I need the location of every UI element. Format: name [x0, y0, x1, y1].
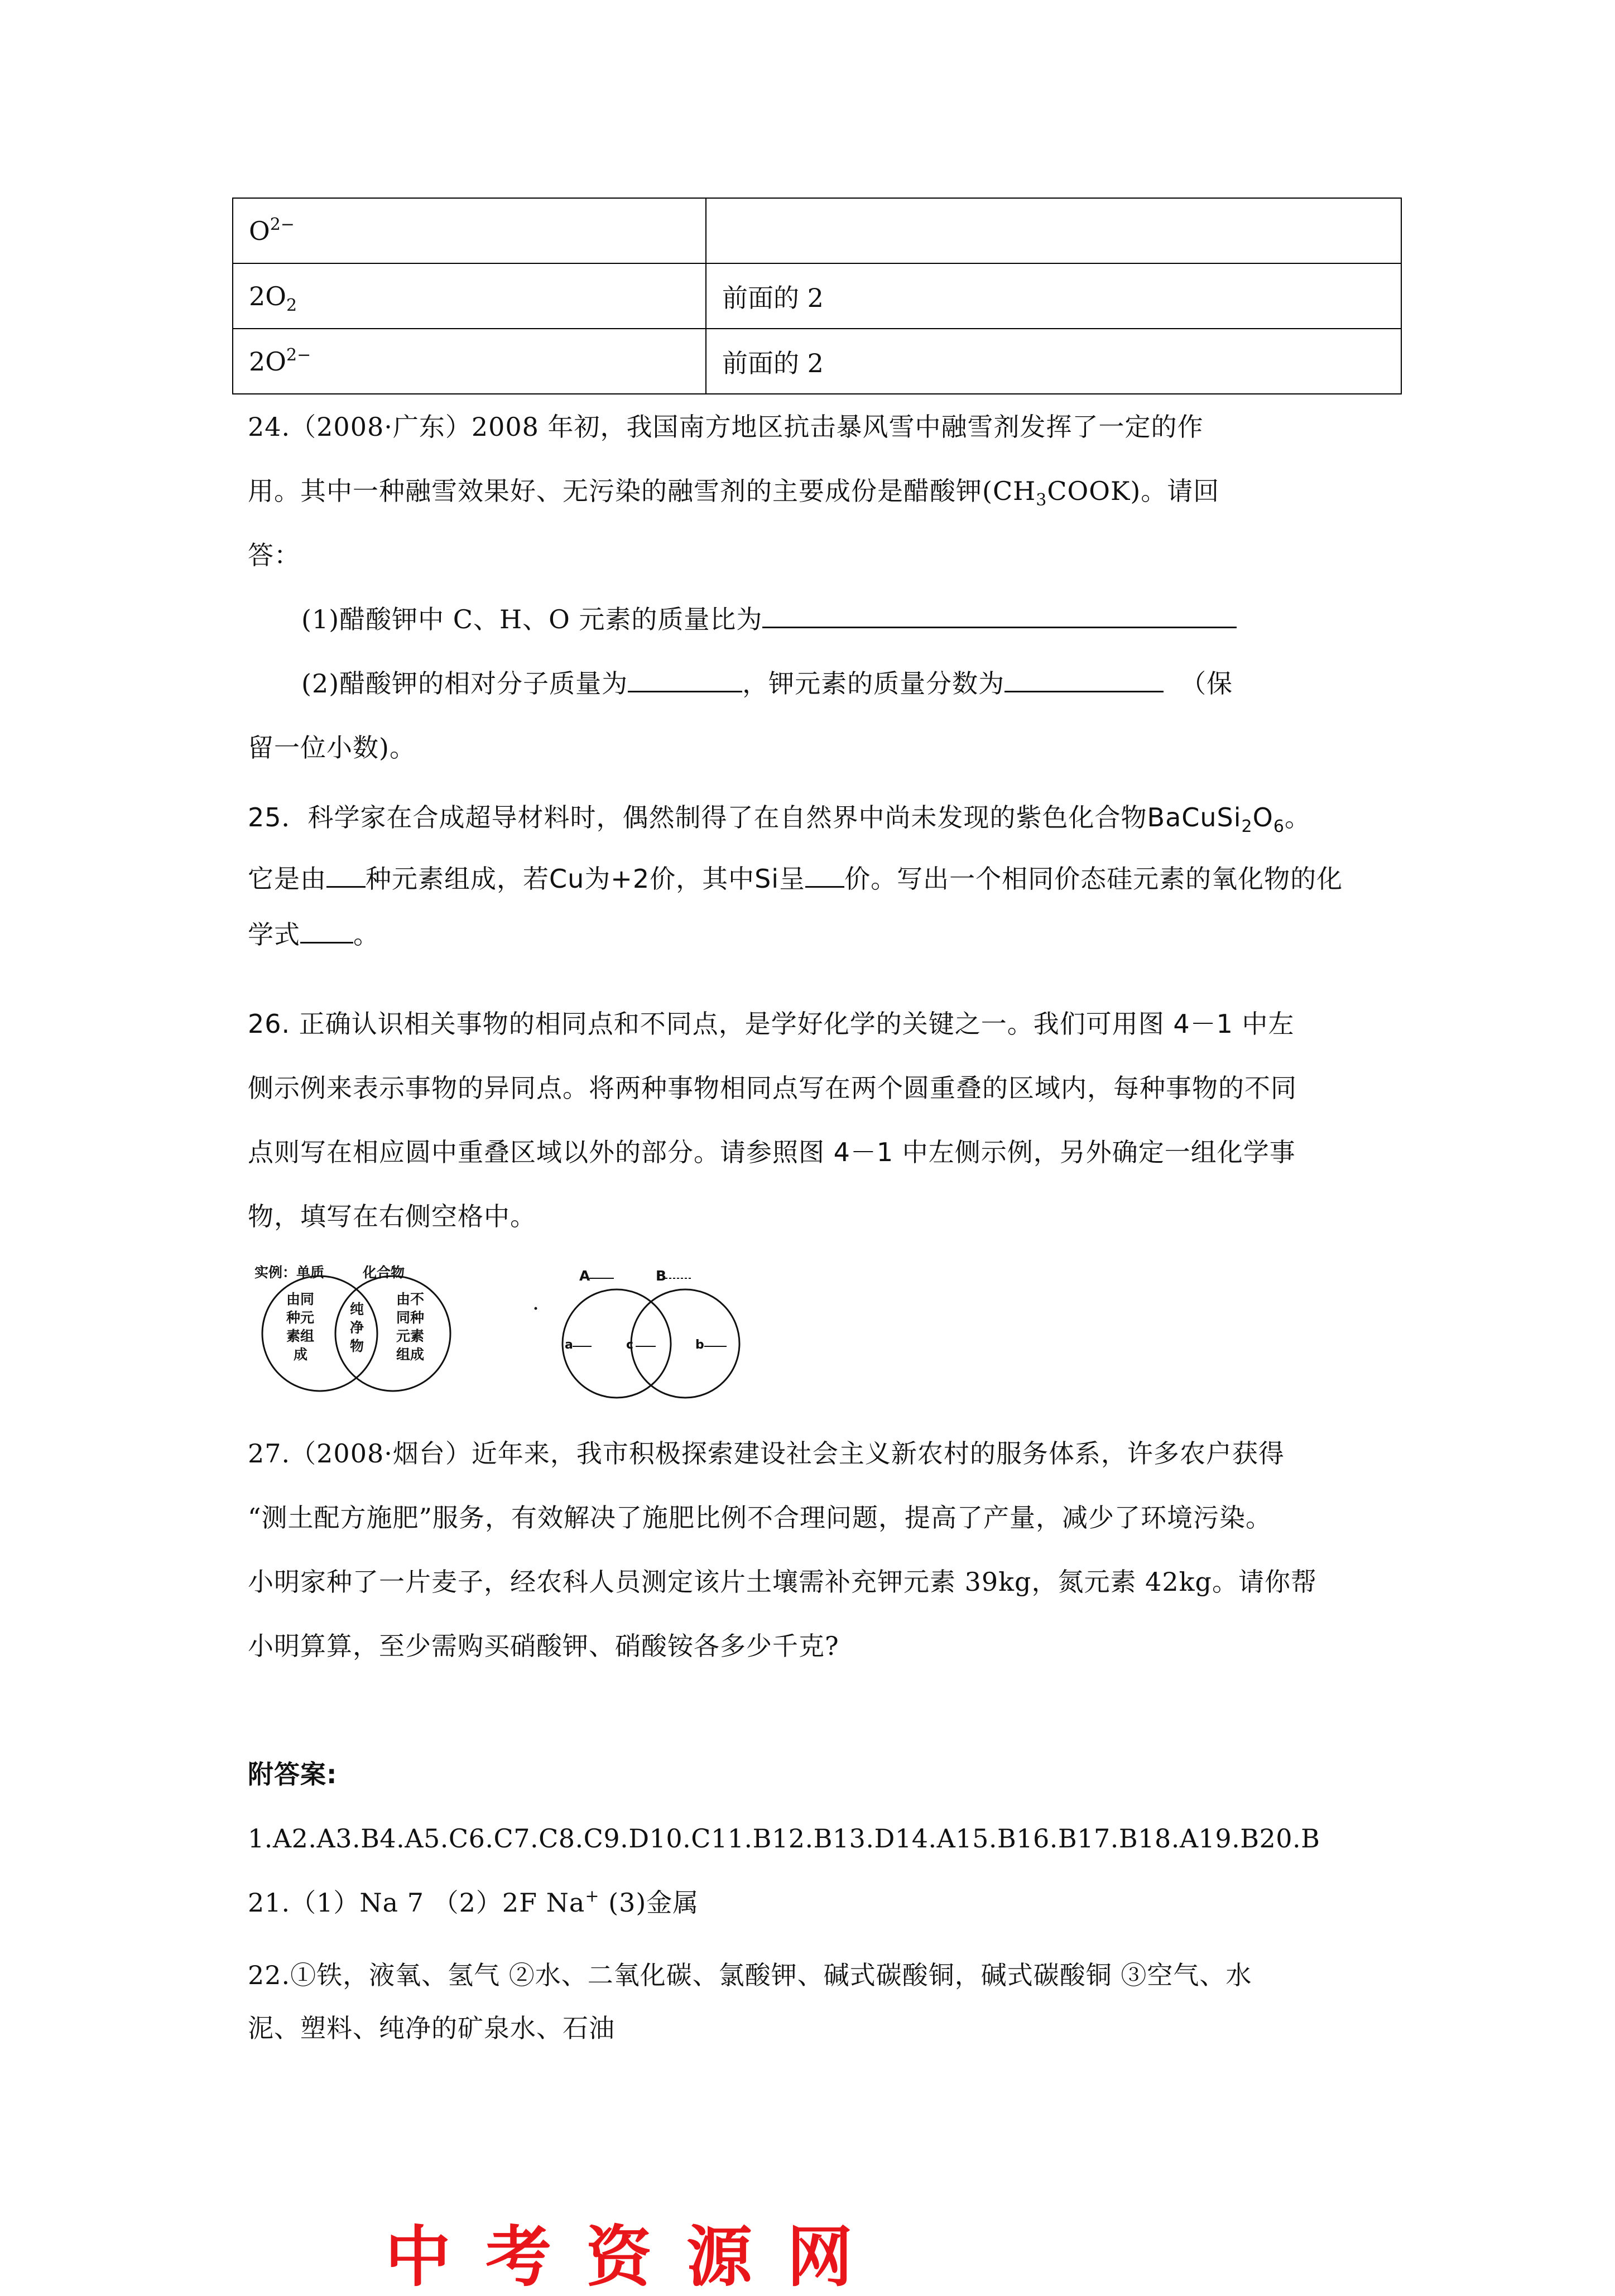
table-cell: $2O_2$	[233, 263, 706, 329]
q24-line2: 用。其中一种融雪效果好、无污染的融雪剂的主要成份是醋酸钾$(CH_3COOK)$。请回	[248, 476, 1220, 510]
venn-blank-right: b	[695, 1338, 704, 1352]
venn-left-text: 成	[294, 1346, 308, 1363]
q27-line4: 小明算算，至少需购买硝酸钾、硝酸铵各多少千克?	[248, 1631, 839, 1661]
table-cell: 前面的 2	[706, 263, 1401, 329]
answers-22-line2: 泥、塑料、纯净的矿泉水、石油	[248, 2013, 615, 2043]
q24-sub2-line2: 留一位小数)。	[248, 733, 416, 763]
answer-blank[interactable]	[628, 668, 742, 692]
q25-line1: 25．科学家在合成超导材料时，偶然制得了在自然界中尚未发现的紫色化合物$BaCuSi_2O_6$。	[248, 802, 1311, 836]
q24-sub2: (2)醋酸钾的相对分子质量为 ，钾元素的质量分数为 （保	[301, 668, 1233, 699]
answers-1-20: 1.A2.A3.B4.A5.C6.C7.C8.C9.D10.C11.B12.B13.D14.A15.B16.B17.B18.A19.B20.B	[248, 1823, 1320, 1854]
table-cell: 前面的 2	[706, 329, 1401, 394]
venn-left-text: 由同	[286, 1291, 315, 1307]
q24-line1: 24.（2008·广东）2008 年初，我国南方地区抗击暴风雪中融雪剂发挥了一定的作	[248, 412, 1204, 442]
venn-blank-label-a: A	[579, 1268, 590, 1284]
answers-21: 21.（1）Na 7 （2）2F Na+ (3)金属	[248, 1886, 699, 1918]
q25-line3: 学式 。	[248, 920, 379, 950]
answer-blank[interactable]	[300, 920, 353, 944]
venn-blank-circle-left	[563, 1289, 671, 1398]
q26-line4: 物，填写在右侧空格中。	[248, 1201, 536, 1231]
table-row	[233, 263, 1401, 329]
venn-center-text: 净	[350, 1320, 364, 1336]
q27-line1: 27.（2008·烟台）近年来，我市积极探索建设社会主义新农村的服务体系，许多农户获得	[248, 1438, 1285, 1469]
q25-line2: 它是由 种元素组成，若Cu为+2价，其中Si呈 价。写出一个相同价态硅元素的氧化物的化	[248, 864, 1343, 894]
answer-blank[interactable]	[805, 864, 844, 888]
venn-blank-label-b: B	[656, 1268, 667, 1284]
venn-right-text: 组成	[396, 1346, 425, 1363]
q27-line2: “测土配方施肥”服务，有效解决了施肥比例不合理问题，提高了产量，减少了环境污染。	[248, 1503, 1272, 1533]
q24-sub1: (1)醋酸钾中 C、H、O 元素的质量比为	[301, 603, 1237, 636]
q26-line3: 点则写在相应圆中重叠区域以外的部分。请参照图 4－1 中左侧示例，另外确定一组化学事	[248, 1137, 1296, 1167]
footer-brand-logo: 中考资源网	[385, 2218, 888, 2295]
venn-center-text: 物	[350, 1338, 364, 1354]
venn-blank	[535, 1268, 740, 1398]
answer-blank[interactable]	[762, 604, 1237, 628]
answers-heading: 附答案:	[248, 1759, 338, 1789]
venn-label-b: 化合物	[363, 1264, 405, 1281]
table-row	[233, 329, 1401, 394]
venn-center-text: 纯	[350, 1301, 364, 1317]
venn-blank-center: c	[626, 1338, 634, 1352]
venn-figure	[246, 1258, 770, 1409]
q24-line3: 答：	[248, 540, 300, 570]
venn-right-text: 同种	[396, 1310, 425, 1326]
venn-left-text: 素组	[286, 1328, 315, 1344]
answer-blank[interactable]	[1004, 668, 1164, 692]
venn-example	[254, 1264, 450, 1391]
table-cell: $2O^{2-}$	[233, 329, 706, 394]
venn-right-text: 由不	[396, 1291, 425, 1307]
q27-line3: 小明家种了一片麦子，经农科人员测定该片土壤需补充钾元素 39kg，氮元素 42kg。请你帮	[248, 1567, 1317, 1597]
venn-blank-left: a	[565, 1338, 573, 1352]
table-row	[233, 198, 1401, 263]
table-cell	[706, 198, 1401, 263]
venn-label-a: 实例：单质	[254, 1264, 325, 1281]
venn-left-text: 种元	[286, 1310, 315, 1326]
table-cell: $O^{2-}$	[233, 198, 706, 263]
venn-blank-circle-right	[631, 1289, 739, 1398]
answers-22-line1: 22.①铁，液氧、氢气 ②水、二氧化碳、氯酸钾、碱式碳酸铜，碱式碳酸铜 ③空气、水	[248, 1960, 1252, 1990]
q26-line2: 侧示例来表示事物的异同点。将两种事物相同点写在两个圆重叠的区域内，每种事物的不同	[248, 1073, 1297, 1103]
symbol-meaning-table	[232, 198, 1402, 394]
answer-blank[interactable]	[326, 864, 366, 888]
q26-line1: 26. 正确认识相关事物的相同点和不同点，是学好化学的关键之一。我们可用图 4－1 中左	[248, 1009, 1295, 1039]
venn-right-text: 元素	[396, 1328, 425, 1344]
